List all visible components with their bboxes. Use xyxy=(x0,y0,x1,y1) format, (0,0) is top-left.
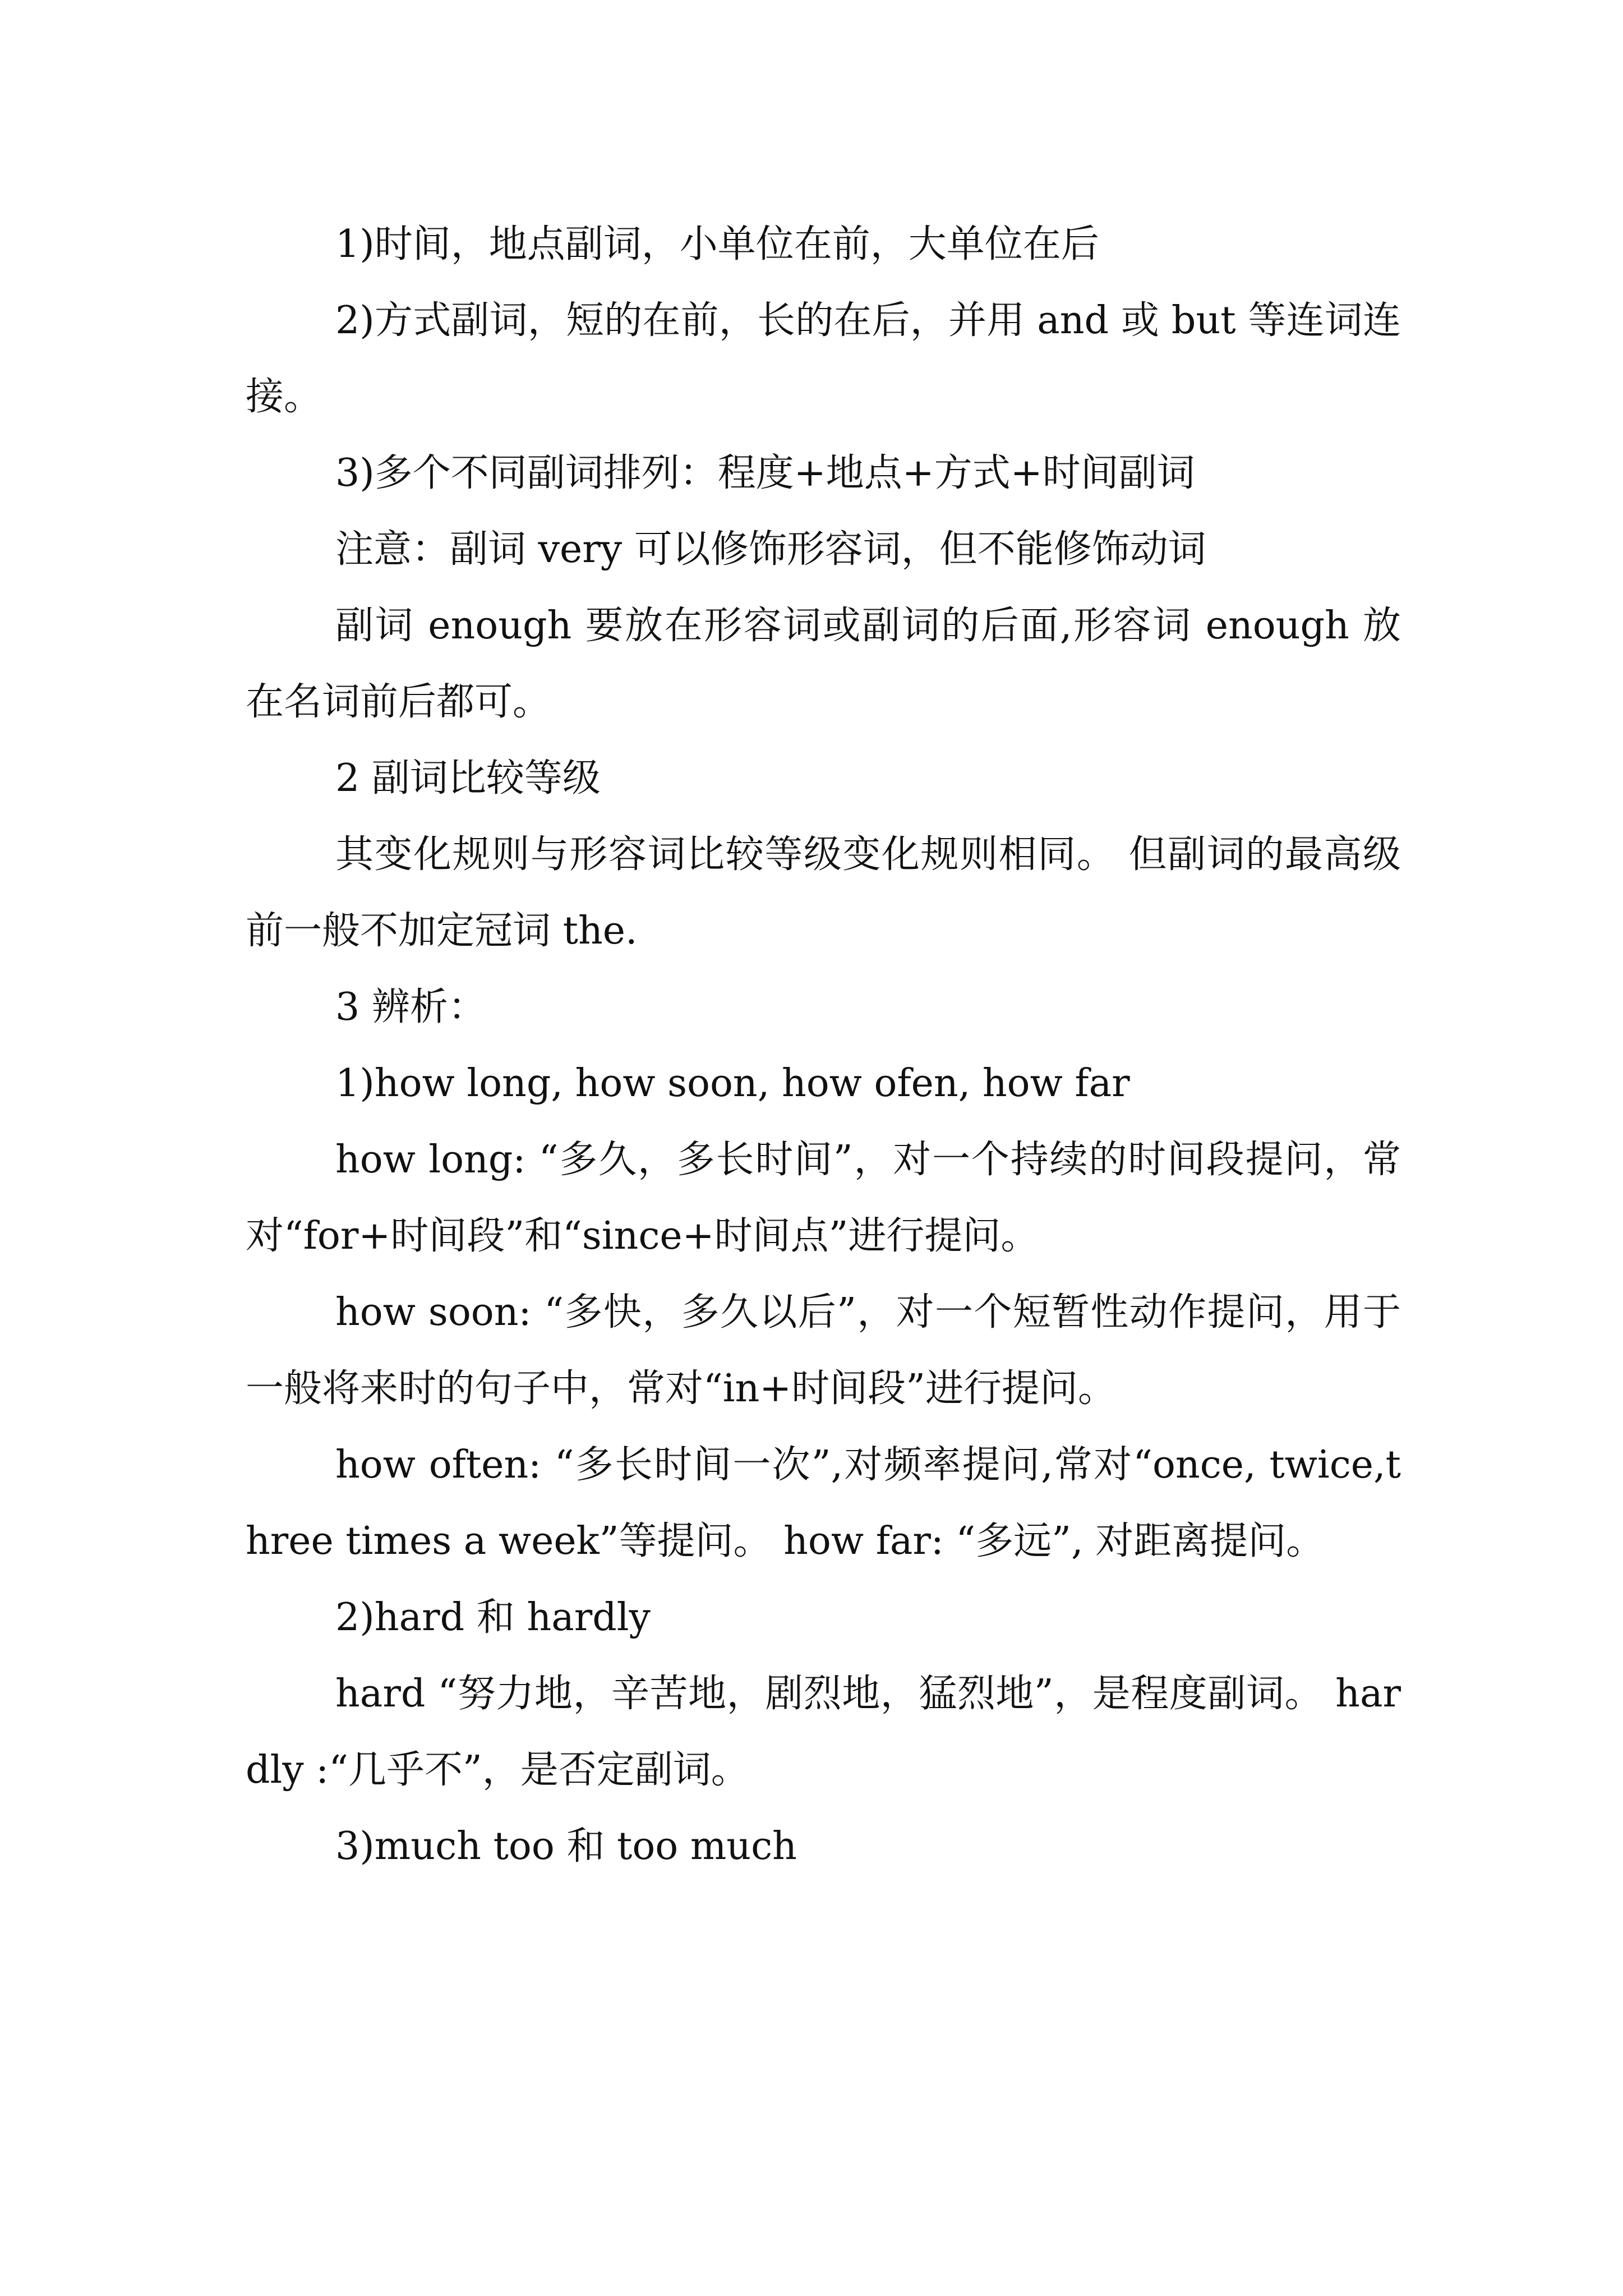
paragraph-how-long: how long: “多久，多长时间”，对一个持续的时间段提问，常对“for+时间段”和“since+时间点”进行提问。 xyxy=(246,1138,1401,1258)
section-heading-comparison: 2 副词比较等级 xyxy=(335,756,601,800)
paragraph-adverb-order-time-place: 1)时间，地点副词，小单位在前，大单位在后 xyxy=(335,222,1099,266)
subheading-hard-hardly: 2)hard 和 hardly xyxy=(335,1595,651,1640)
document-body xyxy=(246,206,1401,1885)
paragraph-how-soon: how soon: “多快，多久以后”，对一个短暂性动作提问，用于一般将来时的句子中，常对“in+时间段”进行提问。 xyxy=(246,1290,1401,1411)
paragraph-how-often-how-far: how often: “多长时间一次”,对频率提问,常对“once, twice,three times a week”等提问。 how far: “多远”, 对距离提问。 xyxy=(246,1443,1401,1563)
subheading-much-too-too-much: 3)much too 和 too much xyxy=(335,1824,797,1869)
paragraph-adverb-order-multiple: 3)多个不同副词排列：程度+地点+方式+时间副词 xyxy=(335,451,1195,495)
paragraph-adverb-order-manner: 2)方式副词，短的在前，长的在后，并用 and 或 but 等连词连接。 xyxy=(246,298,1401,419)
paragraph-hard-hardly: hard “努力地，辛苦地，剧烈地，猛烈地”，是程度副词。 hardly :“几乎不”，是否定副词。 xyxy=(246,1672,1401,1792)
paragraph-note-enough: 副词 enough 要放在形容词或副词的后面,形容词 enough 放在名词前后都可。 xyxy=(246,604,1401,724)
subheading-how-questions: 1)how long, how soon, how ofen, how far xyxy=(335,1061,1130,1106)
section-heading-analysis: 3 辨析： xyxy=(335,985,486,1029)
paragraph-note-very: 注意：副词 very 可以修饰形容词，但不能修饰动词 xyxy=(335,527,1206,572)
paragraph-comparison-rules: 其变化规则与形容词比较等级变化规则相同。 但副词的最高级前一般不加定冠词 the. xyxy=(246,832,1401,953)
